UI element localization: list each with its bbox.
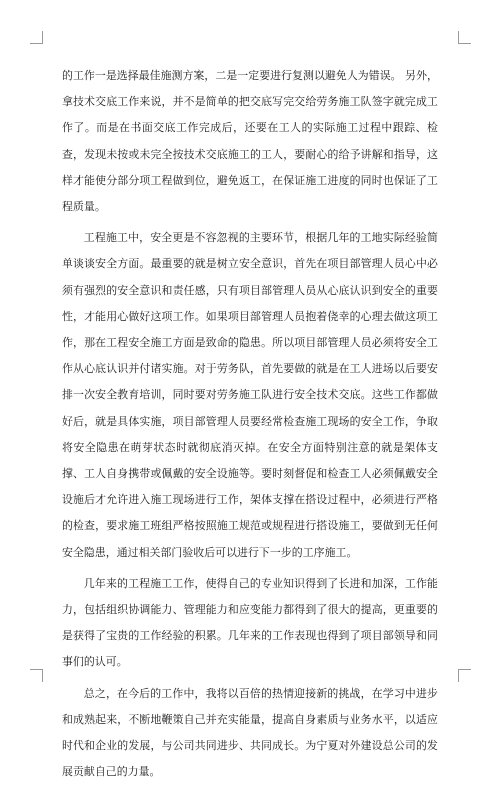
crop-mark-bottom-left <box>30 669 43 682</box>
paragraph-conclusion: 总之，在今后的工作中，我将以百倍的热情迎接新的挑战，在学习中进步和成熟起来，不断地鞭策自己并充实能量，提高自身素质与业务水平，以适应时代和企业的发展，与公司共同进步、共同成长。为宁夏对外建设总公司的发展贡献自己的力量。 <box>62 686 438 779</box>
crop-mark-top-right <box>458 31 471 44</box>
document-body <box>62 63 438 790</box>
paragraph-safety: 工程施工中，安全更是不容忽视的主要环节，根据几年的工地实际经验简单谈谈安全方面。最重要的就是树立安全意识，首先在项目部管理人员心中必须有强烈的安全意识和责任感，只有项目部管理人员从心底认识到安全的重要性，才能用心做好这项工作。如果项目部管理人员抱着侥幸的心理去做这项工作，那在工程安全施工方面是致命的隐患。所以项目部管理人员必须将安全工作从心底认识并付诸实施。对于劳务队，首先要做的就是在工人进场以后要安排一次安全教育培训，同时要对劳务施工队进行安全技术交底。这些工作都做好后，就是具体实施，项目部管理人员要经常检查施工现场的安全工作，争取将安全隐患在萌芽状态时就彻底消灭掉。在安全方面特别注意的就是架体支撑、工人自身携带或佩戴的安全设施等。要时刻督促和检查工人必须佩戴安全设施后才允许进入施工现场进行工作，架体支撑在搭设过程中，必须进行严格的检查，要求施工班组严格按照施工规范或规程进行搭设施工，要做到无任何安全隐患，通过相关部门验收后可以进行下一步的工序施工。 <box>62 231 438 559</box>
paragraph-technical-briefing: 的工作一是选择最佳施测方案，二是一定要进行复测以避免人为错误。 另外，拿技术交底工作来说，并不是简单的把交底写完交给劳务施工队签字就完成工作了。而是在书面交底工作完成后，还要在工人的实际施工过程中跟踪、检查，发现未按或未完全按技术交底施工的工人，要耐心的给予讲解和指导，这样才能使分部分项工程做到位，避免返工，在保证施工进度的同时也保证了工程质量。 <box>62 69 438 214</box>
paragraph-growth: 几年来的工程施工工作，使得自己的专业知识得到了长进和加深，工作能力，包括组织协调能力、管理能力和应变能力都得到了很大的提高，更重要的是获得了宝贵的工作经验的积累。几年来的工作表现也得到了项目部领导和同事们的认可。 <box>62 576 438 669</box>
crop-mark-top-left <box>30 31 43 44</box>
crop-mark-bottom-right <box>458 669 471 682</box>
